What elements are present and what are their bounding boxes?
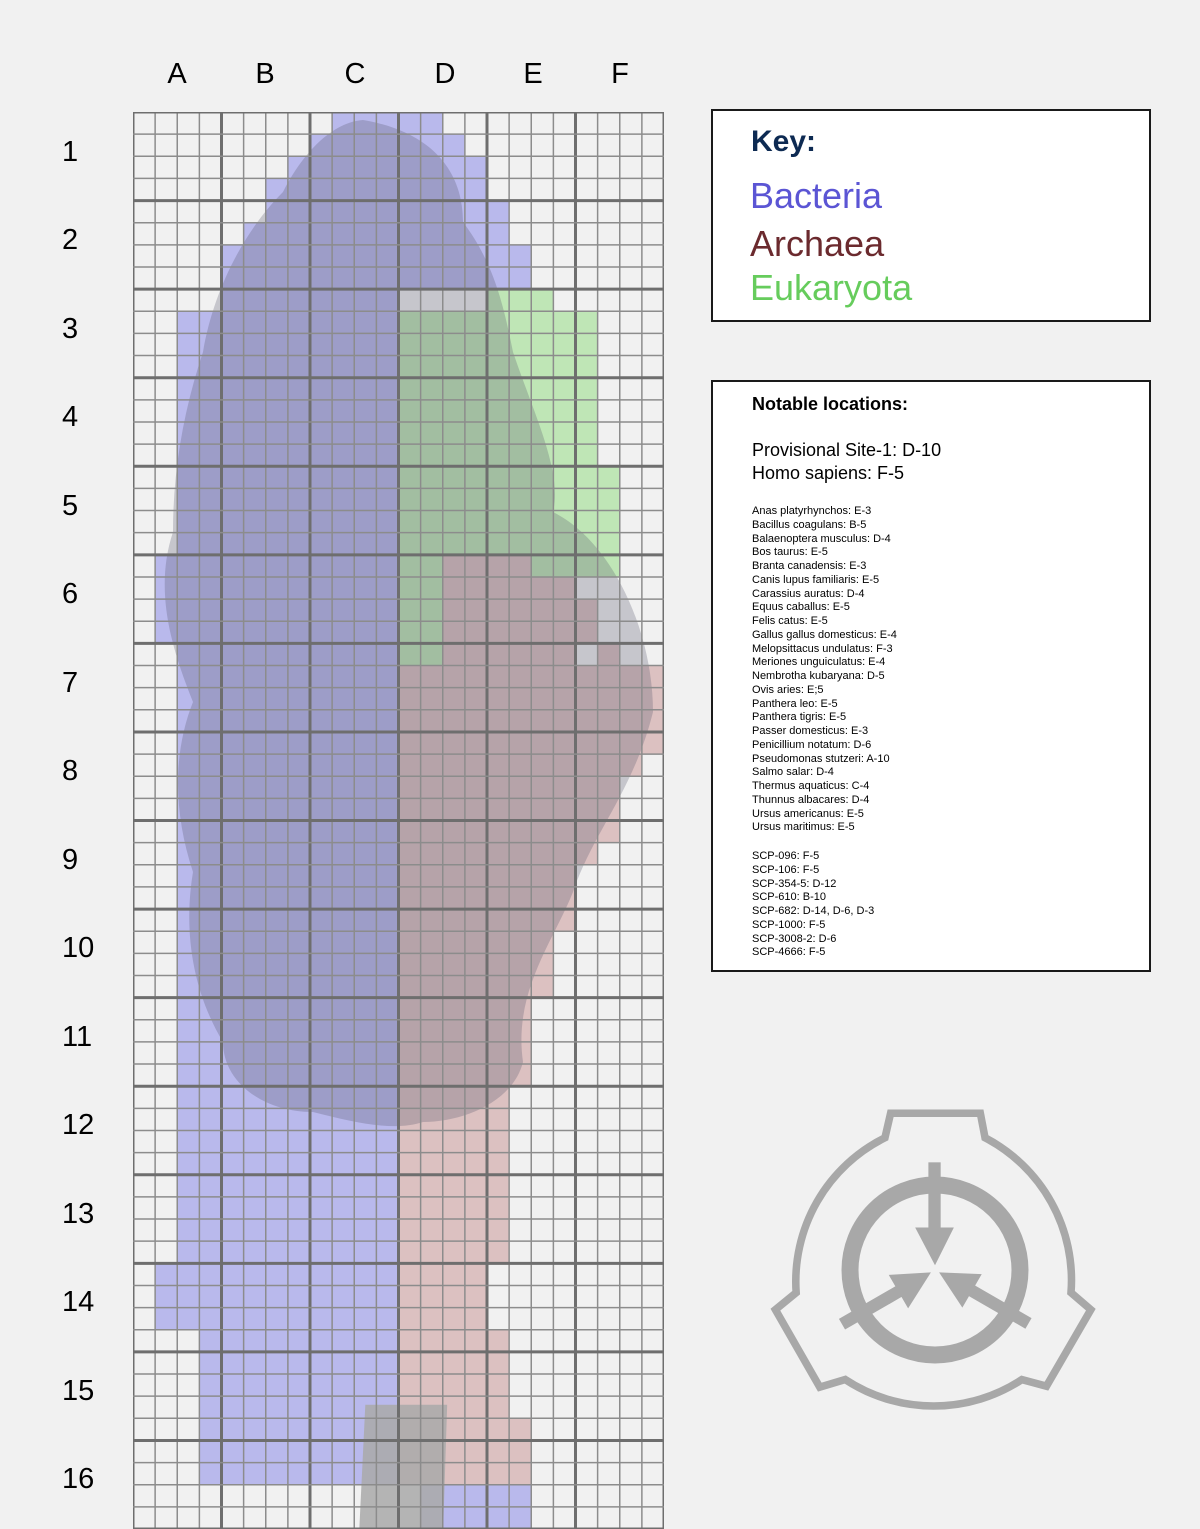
column-label-d: D — [434, 58, 456, 90]
column-label-f: F — [611, 58, 629, 90]
scp-location: SCP-3008-2: D-6 — [752, 932, 837, 945]
species-location: Pseudomonas stutzeri: A-10 — [752, 752, 890, 765]
species-location: Felis catus: E-5 — [752, 615, 828, 627]
key-item-archaea: Archaea — [750, 223, 885, 264]
row-label-11: 11 — [62, 1021, 93, 1053]
column-label-c: C — [344, 58, 366, 90]
row-label-10: 10 — [62, 932, 95, 964]
species-location: Anas platyrhynchos: E-3 — [752, 505, 872, 517]
notable-locations-panel — [711, 380, 1151, 972]
species-location: Penicillium notatum: D-6 — [752, 738, 872, 751]
row-label-8: 8 — [62, 755, 79, 787]
species-location: Nembrotha kubaryana: D-5 — [752, 670, 885, 682]
row-label-1: 1 — [62, 136, 79, 168]
species-location: Balaenoptera musculus: D-4 — [752, 532, 891, 545]
row-label-14: 14 — [62, 1286, 95, 1318]
scp-location: SCP-354-5: D-12 — [752, 877, 837, 890]
species-location: Thunnus albacares: D-4 — [752, 793, 870, 806]
species-location: Equus caballus: E-5 — [752, 601, 850, 614]
species-location: Panthera leo: E-5 — [752, 697, 838, 710]
grid-canvas — [133, 112, 664, 1529]
row-label-16: 16 — [62, 1463, 95, 1495]
species-location: Ovis aries: E;5 — [752, 683, 824, 696]
key-item-eukaryota: Eukaryota — [750, 267, 913, 308]
species-location: Melopsittacus undulatus: F-3 — [752, 642, 893, 655]
species-location: Gallus gallus domesticus: E-4 — [752, 628, 897, 641]
key-item-bacteria: Bacteria — [750, 175, 883, 216]
species-location: Canis lupus familiaris: E-5 — [752, 573, 880, 586]
species-location: Thermus aquaticus: C-4 — [752, 780, 870, 792]
primary-location: Homo sapiens: F-5 — [752, 463, 905, 483]
species-location: Ursus americanus: E-5 — [752, 807, 864, 820]
species-location: Bacillus coagulans: B-5 — [752, 518, 867, 531]
row-label-15: 15 — [62, 1375, 95, 1407]
row-label-7: 7 — [62, 667, 79, 699]
row-label-4: 4 — [62, 401, 79, 433]
scp-logo-icon — [760, 1100, 1110, 1440]
key-panel — [711, 109, 1151, 322]
species-location-list — [752, 505, 897, 835]
species-location: Carassius auratus: D-4 — [752, 587, 865, 600]
scp-location: SCP-106: F-5 — [752, 863, 820, 876]
species-location: Ursus maritimus: E-5 — [752, 821, 855, 834]
row-label-2: 2 — [62, 224, 79, 256]
row-label-9: 9 — [62, 844, 79, 876]
species-location: Branta canadensis: E-3 — [752, 560, 867, 572]
row-label-5: 5 — [62, 490, 79, 522]
species-location: Panthera tigris: E-5 — [752, 711, 847, 724]
column-label-e: E — [523, 58, 543, 90]
primary-location: Provisional Site-1: D-10 — [752, 440, 942, 460]
scp-location: SCP-1000: F-5 — [752, 918, 826, 931]
species-location: Salmo salar: D-4 — [752, 766, 834, 779]
notable-locations-title: Notable locations: — [752, 394, 909, 414]
row-label-13: 13 — [62, 1198, 95, 1230]
primary-locations — [752, 439, 941, 485]
species-location: Meriones unguiculatus: E-4 — [752, 656, 886, 669]
scp-location-list — [752, 850, 874, 960]
scp-location: SCP-096: F-5 — [752, 850, 820, 862]
scp-location: SCP-682: D-14, D-6, D-3 — [752, 905, 875, 917]
key-title: Key: — [751, 125, 817, 158]
column-label-b: B — [255, 58, 275, 90]
row-label-3: 3 — [62, 313, 79, 345]
tree-trunk — [359, 1405, 447, 1529]
scp-location: SCP-4666: F-5 — [752, 946, 826, 959]
scp-location: SCP-610: B-10 — [752, 891, 826, 904]
row-label-6: 6 — [62, 578, 79, 610]
column-label-a: A — [167, 58, 187, 90]
species-location: Bos taurus: E-5 — [752, 546, 828, 559]
species-location: Passer domesticus: E-3 — [752, 725, 869, 737]
map-grid[interactable] — [133, 112, 664, 1529]
row-label-12: 12 — [62, 1109, 95, 1141]
